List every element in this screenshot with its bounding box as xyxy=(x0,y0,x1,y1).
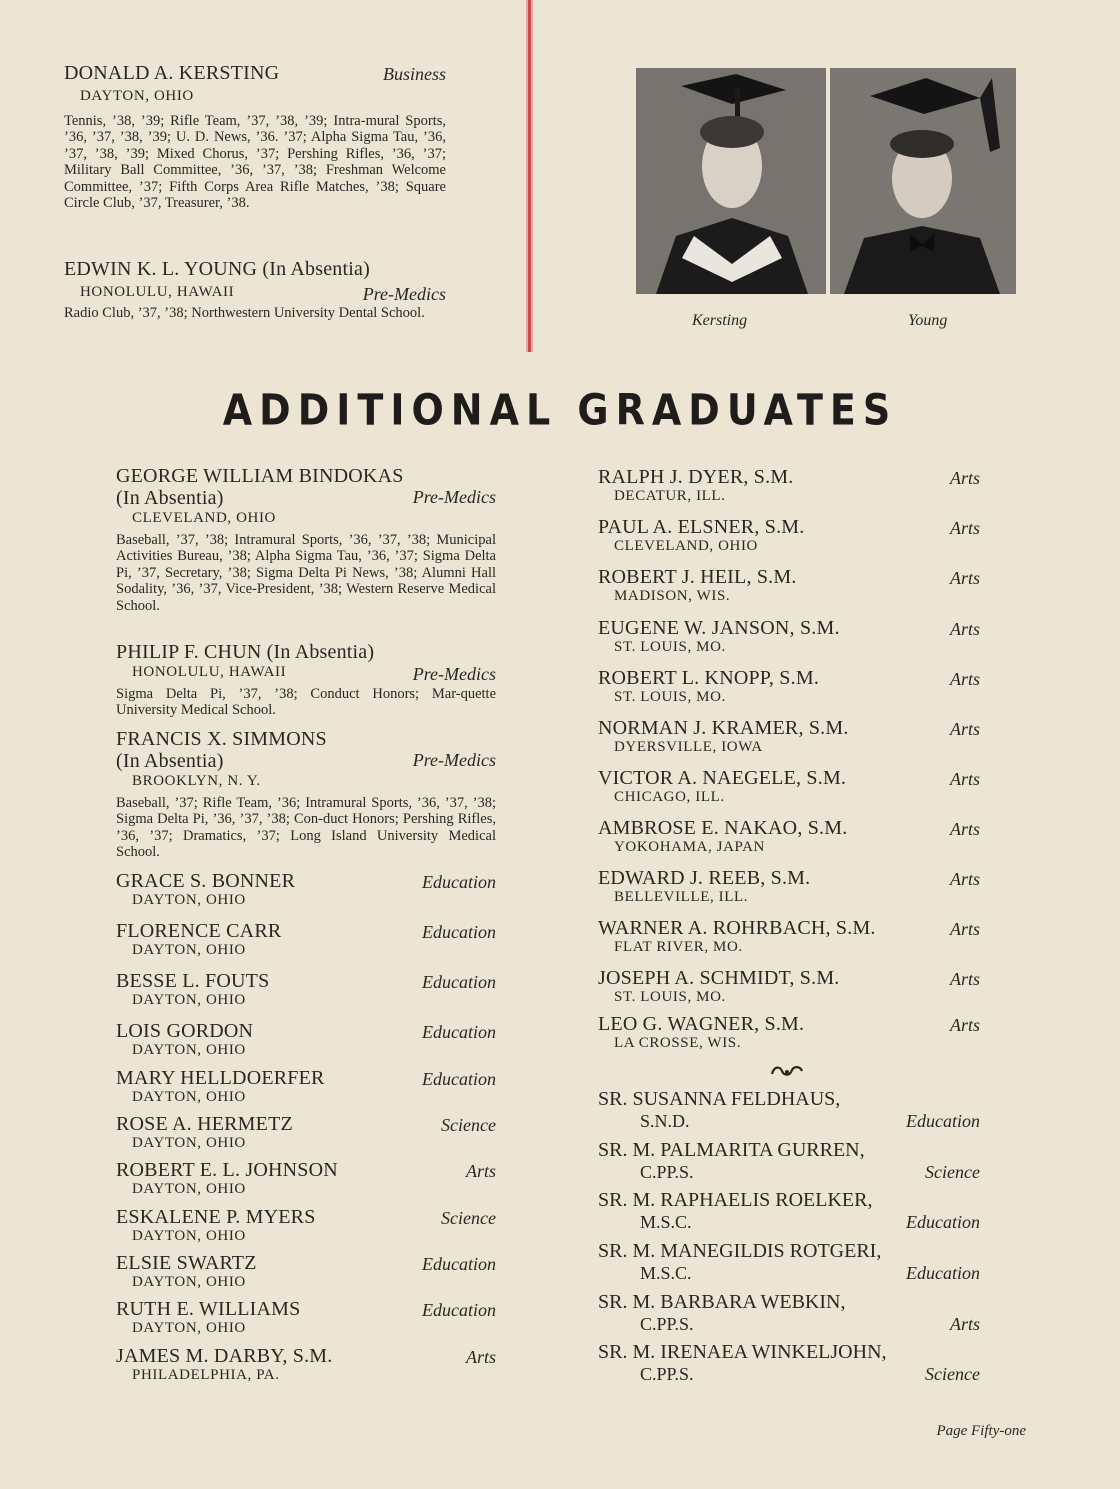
graduate-name: LOIS GORDON xyxy=(116,1020,254,1042)
graduate-department: Education xyxy=(422,972,496,992)
graduate-name: GEORGE WILLIAM BINDOKAS xyxy=(116,465,404,487)
graduate-location: DAYTON, OHIO xyxy=(132,1181,246,1197)
graduate-name: ROSE A. HERMETZ xyxy=(116,1113,293,1135)
graduate-department: Arts xyxy=(949,769,980,789)
sister-department: Education xyxy=(906,1212,980,1232)
graduate-entry xyxy=(116,465,496,614)
graduate-entry xyxy=(116,1345,496,1384)
graduate-location: DECATUR, ILL. xyxy=(614,488,726,504)
graduate-entry xyxy=(116,1252,496,1291)
graduate-location: FLAT RIVER, MO. xyxy=(614,939,743,955)
graduate-department: Education xyxy=(422,1300,496,1320)
graduate-location: PHILADELPHIA, PA. xyxy=(132,1367,280,1383)
graduate-name: RUTH E. WILLIAMS xyxy=(116,1298,301,1320)
sister-entry xyxy=(598,1088,980,1132)
graduate-location: DAYTON, OHIO xyxy=(132,1320,246,1336)
graduate-entry xyxy=(598,967,980,1006)
sister-name: SR. M. PALMARITA GURREN, xyxy=(598,1139,865,1161)
graduate-department: Pre-Medics xyxy=(412,487,496,507)
graduate-name: BESSE L. FOUTS xyxy=(116,970,270,992)
graduate-location: DAYTON, OHIO xyxy=(132,1089,246,1105)
graduate-location: ST. LOUIS, MO. xyxy=(614,639,726,655)
graduate-entry xyxy=(598,466,980,505)
sister-department: Science xyxy=(925,1162,980,1182)
graduate-name: FRANCIS X. SIMMONS xyxy=(116,728,327,750)
graduate-name: EDWARD J. REEB, S.M. xyxy=(598,867,811,889)
graduate-department: Education xyxy=(422,1069,496,1089)
graduate-name: RALPH J. DYER, S.M. xyxy=(598,466,794,488)
sister-entry xyxy=(598,1189,980,1233)
graduate-name: ROBERT L. KNOPP, S.M. xyxy=(598,667,820,689)
portrait-photo-young xyxy=(830,68,1016,294)
graduate-entry xyxy=(116,1206,496,1245)
sister-name: SR. SUSANNA FELDHAUS, xyxy=(598,1088,841,1110)
graduate-name: JAMES M. DARBY, S.M. xyxy=(116,1345,333,1367)
graduate-name: EDWIN K. L. YOUNG (In Absentia) xyxy=(64,258,370,280)
sister-order: M.S.C. xyxy=(640,1212,692,1232)
graduate-entry xyxy=(116,920,496,959)
graduate-location: DAYTON, OHIO xyxy=(80,88,194,104)
sister-entry xyxy=(598,1291,980,1335)
graduate-name: FLORENCE CARR xyxy=(116,920,282,942)
graduate-department: Education xyxy=(422,1254,496,1274)
sister-entry xyxy=(598,1139,980,1183)
graduate-name: JOSEPH A. SCHMIDT, S.M. xyxy=(598,967,840,989)
sister-order: M.S.C. xyxy=(640,1263,692,1283)
graduate-location: CHICAGO, ILL. xyxy=(614,789,725,805)
graduate-location: LA CROSSE, WIS. xyxy=(614,1035,742,1051)
graduate-activities: Baseball, ’37; Rifle Team, ’36; Intramural Sports, ’36, ’37, ’38; Sigma Delta Pi, ’36, ’37, ’38; Con-duct Honors; Pershing Rifles, ’36, ’37; Dramatics, ’37; Long Island University Medical School. xyxy=(116,795,496,861)
graduate-name: VICTOR A. NAEGELE, S.M. xyxy=(598,767,847,789)
page-number: Page Fifty-one xyxy=(936,1423,1026,1439)
graduate-name: AMBROSE E. NAKAO, S.M. xyxy=(598,817,848,839)
sister-order: S.N.D. xyxy=(640,1111,690,1131)
graduate-department: Science xyxy=(441,1115,496,1135)
graduate-name: WARNER A. ROHRBACH, S.M. xyxy=(598,917,876,939)
graduate-department: Arts xyxy=(949,1015,980,1035)
graduate-department: Arts xyxy=(949,518,980,538)
graduate-entry xyxy=(598,617,980,656)
graduate-entry xyxy=(598,516,980,555)
graduate-entry xyxy=(598,767,980,806)
graduate-activities: Baseball, ’37, ’38; Intramural Sports, ’36, ’37, ’38; Municipal Activities Bureau, ’38; Alpha Sigma Tau, ’36, ’37; Sigma Delta Pi, ’37, Secretary, ’38; Sigma Delta Pi News, ’38; Alumni Hall Sodality, ’36, ’37, Vice-President, ’38; Western Reserve Medical School. xyxy=(116,532,496,614)
graduate-entry xyxy=(116,1113,496,1152)
graduate-name: MARY HELLDOERFER xyxy=(116,1067,325,1089)
graduate-entry xyxy=(598,566,980,605)
graduate-department: Education xyxy=(422,922,496,942)
section-title: ADDITIONAL GRADUATES xyxy=(222,385,898,435)
graduate-location: ST. LOUIS, MO. xyxy=(614,689,726,705)
graduate-name: ELSIE SWARTZ xyxy=(116,1252,257,1274)
graduate-entry-kersting xyxy=(64,62,446,211)
graduate-department: Pre-Medics xyxy=(412,664,496,684)
graduate-entry xyxy=(598,867,980,906)
graduate-entry xyxy=(116,1159,496,1198)
graduate-entry xyxy=(598,917,980,956)
graduate-entry xyxy=(116,1298,496,1337)
graduate-department: Arts xyxy=(949,819,980,839)
sister-entry xyxy=(598,1341,980,1385)
graduate-department: Education xyxy=(422,872,496,892)
graduate-location: DYERSVILLE, IOWA xyxy=(614,739,763,755)
graduate-activities: Tennis, ’38, ’39; Rifle Team, ’37, ’38, ’39; Intra-mural Sports, ’36, ’37, ’38, ’39; U. D. News, ’36. ’37; Alpha Sigma Tau, ’36, ’37, ’38, ’39; Mixed Chorus, ’37; Pershing Rifles, ’36, ’37; Military Ball Committee, ’36, ’37, ’38; Freshman Welcome Committee, ’37; Fifth Corps Area Rifle Matches, ’38; Square Circle Club, ’37, Treasurer, ’38. xyxy=(64,113,446,212)
graduate-entry xyxy=(598,667,980,706)
graduate-entry xyxy=(598,817,980,856)
sister-order: C.PP.S. xyxy=(640,1162,694,1182)
graduate-department: Pre-Medics xyxy=(362,284,446,304)
graduate-department: Business xyxy=(383,64,446,84)
sister-department: Arts xyxy=(949,1314,980,1334)
graduate-department: Arts xyxy=(949,568,980,588)
graduate-department: Science xyxy=(441,1208,496,1228)
graduate-department: Arts xyxy=(949,719,980,739)
photo-caption-right: Young xyxy=(908,312,948,329)
sister-department: Education xyxy=(906,1111,980,1131)
graduate-activities: Sigma Delta Pi, ’37, ’38; Conduct Honors; Mar-quette University Medical School. xyxy=(116,686,496,719)
graduate-entry xyxy=(116,641,496,719)
graduate-department: Arts xyxy=(949,619,980,639)
graduate-entry xyxy=(598,717,980,756)
sister-name: SR. M. RAPHAELIS ROELKER, xyxy=(598,1189,873,1211)
graduate-entry xyxy=(116,1020,496,1059)
graduate-location: ST. LOUIS, MO. xyxy=(614,989,726,1005)
graduate-name: PAUL A. ELSNER, S.M. xyxy=(598,516,805,538)
graduate-location: DAYTON, OHIO xyxy=(132,892,246,908)
graduate-location: YOKOHAMA, JAPAN xyxy=(614,839,765,855)
sister-order: C.PP.S. xyxy=(640,1314,694,1334)
graduate-department: Arts xyxy=(949,919,980,939)
graduate-activities: Radio Club, ’37, ’38; Northwestern University Dental School. xyxy=(64,305,425,321)
graduate-entry xyxy=(116,1067,496,1106)
graduate-subtitle: (In Absentia) xyxy=(116,750,224,772)
sister-department: Science xyxy=(925,1364,980,1384)
graduate-department: Education xyxy=(422,1022,496,1042)
portrait-photo-kersting xyxy=(636,68,826,294)
graduate-entry xyxy=(598,1013,980,1052)
graduate-location: CLEVELAND, OHIO xyxy=(614,538,758,554)
graduate-location: DAYTON, OHIO xyxy=(132,1228,246,1244)
graduate-entry xyxy=(116,870,496,909)
graduate-department: Arts xyxy=(465,1347,496,1367)
graduate-department: Arts xyxy=(949,669,980,689)
graduate-entry-young xyxy=(64,258,446,321)
graduate-name: ESKALENE P. MYERS xyxy=(116,1206,316,1228)
sister-name: SR. M. BARBARA WEBKIN, xyxy=(598,1291,846,1313)
graduate-name: PHILIP F. CHUN (In Absentia) xyxy=(116,641,375,663)
photo-caption-left: Kersting xyxy=(692,312,748,329)
graduate-department: Pre-Medics xyxy=(412,750,496,770)
sister-name: SR. M. MANEGILDIS ROTGERI, xyxy=(598,1240,882,1262)
graduate-name: ROBERT E. L. JOHNSON xyxy=(116,1159,338,1181)
graduate-name: GRACE S. BONNER xyxy=(116,870,296,892)
graduate-entry xyxy=(116,728,496,861)
graduate-name: NORMAN J. KRAMER, S.M. xyxy=(598,717,849,739)
graduate-location: BROOKLYN, N. Y. xyxy=(132,773,261,789)
graduate-location: HONOLULU, HAWAII xyxy=(132,664,287,680)
graduate-name: DONALD A. KERSTING xyxy=(64,62,280,84)
graduate-location: DAYTON, OHIO xyxy=(132,1042,246,1058)
graduate-location: DAYTON, OHIO xyxy=(132,992,246,1008)
graduate-department: Arts xyxy=(949,969,980,989)
graduate-department: Arts xyxy=(949,869,980,889)
ornament-icon xyxy=(770,1064,804,1083)
graduate-location: DAYTON, OHIO xyxy=(132,1135,246,1151)
graduate-name: ROBERT J. HEIL, S.M. xyxy=(598,566,797,588)
sister-name: SR. M. IRENAEA WINKELJOHN, xyxy=(598,1341,887,1363)
sister-entry xyxy=(598,1240,980,1284)
graduate-location: DAYTON, OHIO xyxy=(132,1274,246,1290)
graduate-entry xyxy=(116,970,496,1009)
graduate-name: LEO G. WAGNER, S.M. xyxy=(598,1013,805,1035)
graduate-subtitle: (In Absentia) xyxy=(116,487,224,509)
graduate-location: DAYTON, OHIO xyxy=(132,942,246,958)
sister-order: C.PP.S. xyxy=(640,1364,694,1384)
graduate-location: BELLEVILLE, ILL. xyxy=(614,889,749,905)
graduate-department: Arts xyxy=(465,1161,496,1181)
graduate-location: MADISON, WIS. xyxy=(614,588,731,604)
graduate-location: HONOLULU, HAWAII xyxy=(80,284,235,300)
graduate-name: EUGENE W. JANSON, S.M. xyxy=(598,617,840,639)
sister-department: Education xyxy=(906,1263,980,1283)
graduate-department: Arts xyxy=(949,468,980,488)
red-column-divider xyxy=(526,0,533,352)
graduate-location: CLEVELAND, OHIO xyxy=(132,510,276,526)
